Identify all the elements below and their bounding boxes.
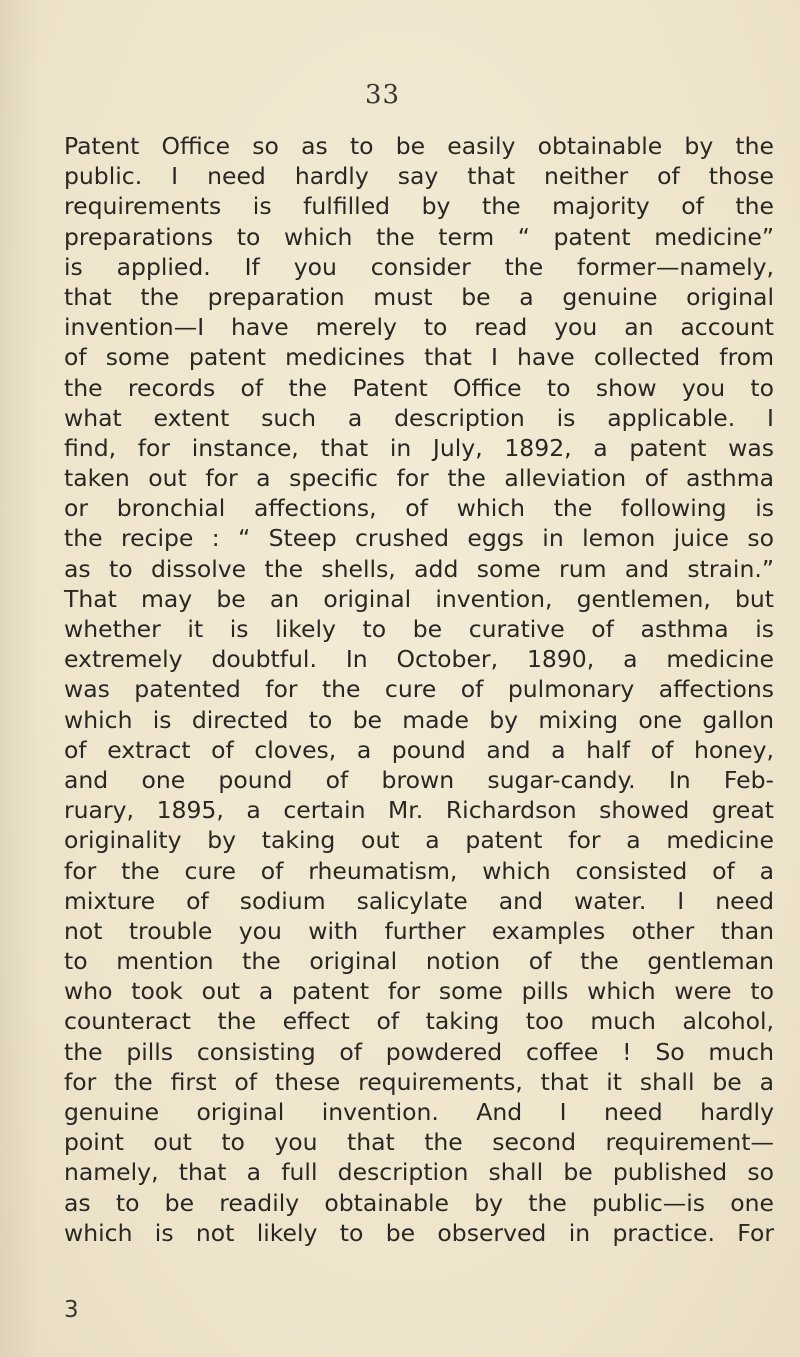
text-line: the pills consisting of powdered coffee ! So much	[64, 1037, 774, 1066]
text-line: find, for instance, that in July, 1892, a patent was	[64, 433, 774, 462]
text-line: for the cure of rheumatism, which consisted of a	[64, 856, 774, 885]
text-line: public. I need hardly say that neither of those	[64, 162, 774, 191]
text-line: genuine original invention. And I need hardly	[64, 1098, 774, 1126]
text-line: That may be an original invention, gentlemen, but	[64, 584, 774, 613]
page-number: 33	[365, 80, 401, 110]
text-line: ruary, 1895, a certain Mr. Richardson showed great	[64, 796, 774, 825]
text-line: which is not likely to be observed in practice. For	[64, 1218, 774, 1247]
text-line: not trouble you with further examples other than	[64, 916, 774, 945]
text-line: counteract the effect of taking too much alcohol,	[64, 1007, 774, 1036]
signature-mark: 3	[64, 1297, 79, 1323]
text-line: of extract of cloves, a pound and a half of honey,	[64, 735, 774, 764]
text-line: the recipe : “ Steep crushed eggs in lemon juice so	[64, 524, 774, 553]
text-line: for the first of these requirements, that it shall be a	[64, 1067, 774, 1096]
text-line: as to be readily obtainable by the public—is one	[64, 1188, 774, 1217]
text-line: mixture of sodium salicylate and water. I need	[64, 886, 774, 915]
text-line: requirements is fulfilled by the majority of the	[64, 192, 774, 221]
text-line: who took out a patent for some pills which were to	[64, 977, 774, 1006]
text-line: that the preparation must be a genuine original	[64, 282, 774, 311]
text-line: originality by taking out a patent for a medicine	[64, 826, 774, 855]
body-text	[64, 131, 774, 1248]
text-line: taken out for a specific for the alleviation of asthma	[64, 464, 774, 493]
text-line: to mention the original notion of the gentleman	[64, 947, 774, 976]
text-line: namely, that a full description shall be published so	[64, 1158, 774, 1187]
text-line: whether it is likely to be curative of asthma is	[64, 615, 774, 643]
text-line: which is directed to be made by mixing one gallon	[64, 705, 774, 734]
text-line: or bronchial affections, of which the following is	[64, 494, 774, 523]
text-line: what extent such a description is applicable. I	[64, 403, 774, 432]
text-line: of some patent medicines that I have collected from	[64, 343, 774, 372]
text-line: was patented for the cure of pulmonary affections	[64, 675, 774, 704]
text-line: extremely doubtful. In October, 1890, a medicine	[64, 645, 774, 674]
text-line: invention—I have merely to read you an account	[64, 313, 774, 342]
text-line: is applied. If you consider the former—namely,	[64, 252, 774, 281]
text-line: and one pound of brown sugar-candy. In Feb-	[64, 765, 774, 794]
text-line: preparations to which the term “ patent medicine”	[64, 222, 774, 251]
text-line: Patent Office so as to be easily obtainable by the	[64, 132, 774, 160]
text-line: the records of the Patent Office to show you to	[64, 373, 774, 402]
text-line: as to dissolve the shells, add some rum and strain.”	[64, 554, 774, 583]
text-line: point out to you that the second requirement—	[64, 1128, 774, 1157]
